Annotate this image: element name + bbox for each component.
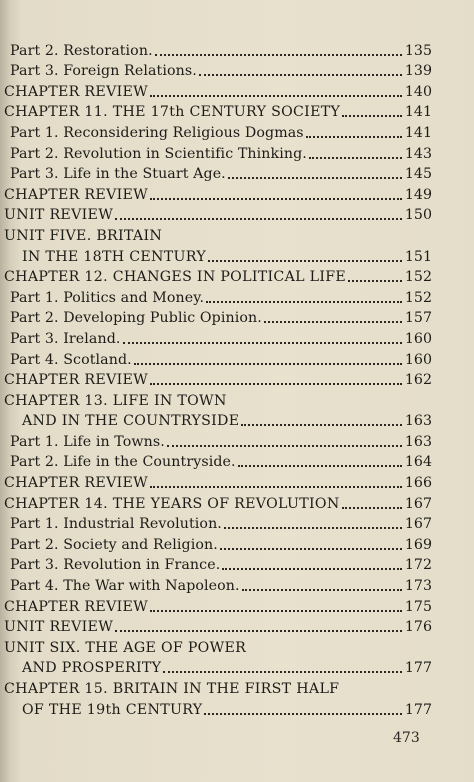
- toc-entry: [0, 164, 432, 185]
- toc-entry-page: 162: [404, 372, 432, 389]
- toc-entry-page: 176: [404, 619, 432, 636]
- toc-entry-title: AND IN THE COUNTRYSIDE: [22, 413, 240, 430]
- toc-entry: [0, 411, 432, 432]
- toc-entry-page: 139: [404, 63, 432, 80]
- dot-leader: [150, 95, 402, 97]
- toc-entry-page: 167: [404, 516, 432, 533]
- dot-leader: [306, 136, 402, 138]
- toc-entry-title: Part 2. Life in the Countryside.: [10, 454, 236, 471]
- toc-entry-title: Part 2. Society and Religion.: [10, 536, 218, 553]
- toc-entry-title: Part 1. Life in Towns.: [10, 433, 165, 450]
- toc-entry-page: 141: [404, 104, 432, 121]
- toc-entry: [0, 452, 432, 473]
- toc-entry-title: Part 1. Industrial Revolution.: [10, 516, 222, 533]
- toc-entry: [0, 472, 432, 493]
- toc-entry: [0, 287, 432, 308]
- toc-entry: [0, 596, 432, 617]
- toc-entry-page: 163: [404, 433, 432, 450]
- toc-entry: [0, 514, 432, 535]
- dot-leader: [241, 424, 402, 426]
- toc-entry-title: Part 3. Ireland.: [10, 330, 121, 347]
- dot-leader: [134, 363, 402, 365]
- dot-leader: [228, 177, 402, 179]
- toc-entry: [0, 246, 432, 267]
- toc-entry-title: Part 2. Developing Public Opinion.: [10, 310, 262, 327]
- toc-entry-title: AND PROSPERITY: [22, 660, 162, 677]
- dot-leader: [242, 589, 402, 591]
- toc-entry-title: Part 2. Revolution in Scientific Thinking.: [10, 145, 307, 162]
- toc-entry-title: Part 3. Life in the Stuart Age.: [10, 166, 226, 183]
- dot-leader: [115, 218, 402, 220]
- toc-entry: [0, 534, 432, 555]
- toc-entry-title: Part 2. Restoration.: [10, 42, 153, 59]
- toc-entry: [0, 328, 432, 349]
- toc-entry-title: CHAPTER REVIEW: [4, 186, 149, 203]
- toc-entry-title: UNIT REVIEW: [4, 619, 114, 636]
- dot-leader: [150, 610, 402, 612]
- toc-entry: [0, 205, 432, 226]
- toc-entry-title: IN THE 18TH CENTURY: [22, 248, 206, 265]
- dot-leader: [342, 115, 402, 117]
- toc-entry-page: 173: [404, 578, 432, 595]
- toc-entry-title: Part 1. Reconsidering Religious Dogmas: [10, 124, 304, 141]
- toc-entry-title: CHAPTER 14. THE YEARS OF REVOLUTION: [4, 495, 340, 512]
- toc-entry-page: 135: [404, 42, 432, 59]
- toc-entry-title: Part 3. Foreign Relations.: [10, 63, 197, 80]
- toc-entry-title: CHAPTER REVIEW: [4, 598, 149, 615]
- dot-leader: [204, 713, 401, 715]
- dot-leader: [309, 157, 402, 159]
- toc-entry: [0, 555, 432, 576]
- toc-entry: [0, 678, 432, 699]
- toc-entry-page: 145: [404, 166, 432, 183]
- toc-entry-page: 164: [404, 454, 432, 471]
- toc-entry: [0, 658, 432, 679]
- toc-entry-title: CHAPTER 11. THE 17th CENTURY SOCIETY: [4, 104, 341, 121]
- toc-entry-title: CHAPTER REVIEW: [4, 475, 149, 492]
- toc-entry: [0, 61, 432, 82]
- dot-leader: [150, 383, 402, 385]
- toc-entry-page: 166: [404, 475, 432, 492]
- toc-entry-title: CHAPTER REVIEW: [4, 372, 149, 389]
- toc-entry: [0, 370, 432, 391]
- toc-entry-page: 150: [404, 207, 432, 224]
- toc-entry-page: 143: [404, 145, 432, 162]
- toc-entry-title: Part 4. The War with Napoleon.: [10, 578, 240, 595]
- toc-entry-page: 152: [404, 269, 432, 286]
- toc-entry-title: CHAPTER 15. BRITAIN IN THE FIRST HALF: [4, 681, 340, 697]
- dot-leader: [264, 321, 402, 323]
- toc-entry-title: Part 4. Scotland.: [10, 351, 132, 368]
- toc-entry-title: UNIT REVIEW: [4, 207, 114, 224]
- toc-entry-title: Part 1. Politics and Money.: [10, 289, 205, 306]
- dot-leader: [115, 630, 402, 632]
- toc-entry-page: 141: [404, 124, 432, 141]
- toc-entry: [0, 143, 432, 164]
- dot-leader: [150, 486, 402, 488]
- toc-entry-title: UNIT SIX. THE AGE OF POWER: [4, 639, 247, 656]
- toc-entry-title: CHAPTER REVIEW: [4, 83, 149, 100]
- toc-entry-page: 177: [404, 701, 432, 718]
- toc-entry: [0, 575, 432, 596]
- dot-leader: [206, 301, 402, 303]
- toc-entry-page: 157: [404, 310, 432, 327]
- toc-entry-title: CHAPTER 13. LIFE IN TOWN: [4, 392, 227, 409]
- dot-leader: [348, 280, 402, 282]
- toc-entry-title: OF THE 19th CENTURY: [22, 701, 203, 718]
- toc-entry: [0, 122, 432, 143]
- dot-leader: [167, 445, 402, 447]
- dot-leader: [208, 260, 402, 262]
- toc-entry-page: 160: [404, 351, 432, 368]
- dot-leader: [220, 548, 402, 550]
- toc-entry: [0, 349, 432, 370]
- toc-entry-page: 151: [404, 248, 432, 265]
- toc-entry: [0, 102, 432, 123]
- toc-entry: [0, 267, 432, 288]
- dot-leader: [163, 671, 402, 673]
- toc-entry: [0, 40, 432, 61]
- toc-entry: [0, 699, 432, 720]
- toc-entry: [0, 617, 432, 638]
- table-of-contents: [0, 40, 432, 720]
- toc-entry-page: 169: [404, 536, 432, 553]
- toc-entry-title: UNIT FIVE. BRITAIN: [4, 227, 163, 244]
- toc-entry: [0, 431, 432, 452]
- toc-entry: [0, 390, 432, 411]
- dot-leader: [224, 527, 402, 529]
- dot-leader: [238, 465, 402, 467]
- toc-entry: [0, 493, 432, 514]
- toc-entry-page: 149: [404, 186, 432, 203]
- toc-entry-page: 152: [404, 289, 432, 306]
- page-number: 473: [393, 730, 420, 746]
- dot-leader: [123, 342, 402, 344]
- toc-entry: [0, 81, 432, 102]
- dot-leader: [222, 568, 402, 570]
- toc-entry: [0, 225, 432, 246]
- dot-leader: [155, 54, 402, 56]
- toc-entry-page: 140: [404, 83, 432, 100]
- toc-entry-title: Part 3. Revolution in France.: [10, 557, 221, 574]
- toc-entry-page: 167: [404, 495, 432, 512]
- dot-leader: [199, 74, 402, 76]
- dot-leader: [342, 507, 402, 509]
- dot-leader: [150, 198, 402, 200]
- toc-entry: [0, 308, 432, 329]
- toc-entry-page: 175: [404, 598, 432, 615]
- toc-entry-title: CHAPTER 12. CHANGES IN POLITICAL LIFE: [4, 269, 347, 286]
- toc-entry-page: 163: [404, 413, 432, 430]
- toc-entry-page: 172: [404, 557, 432, 574]
- toc-entry: [0, 637, 432, 658]
- toc-entry: [0, 184, 432, 205]
- toc-entry-page: 160: [404, 330, 432, 347]
- toc-entry-page: 177: [404, 660, 432, 677]
